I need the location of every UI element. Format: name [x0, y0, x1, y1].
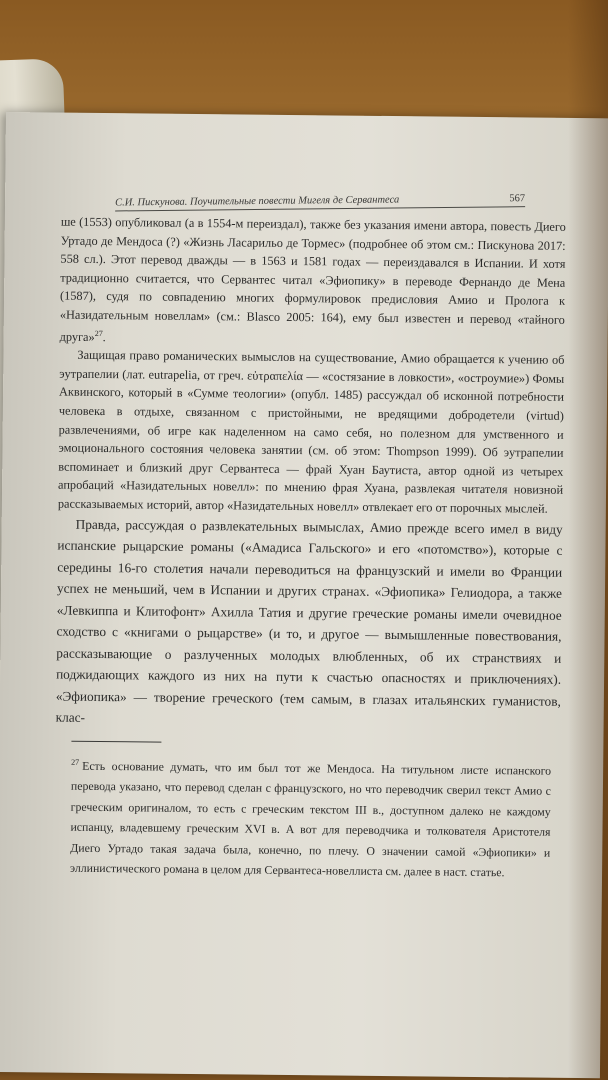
paragraph-1-text: ше (1553) опубликовал (а в 1554-м переиздал), также без указания имени автора, повесть Диего Уртадо де Мендоса (?) «Жизнь Ласарильо де Тормес» (подробнее об этом см.: Пискунова 2017: 558 сл.). Этот перевод дважды — в 1563 и 1581 годах — переиздавался в Испании. И хотя традиционно считается, что Сервантес читал «Эфиопику» в переводе Фернандо де Мена (1587), судя по совпадению многих формулировок предисловия Амио и Пролога к «Назидательным новеллам» (см.: Blasco 2005: 164), ему был известен и перевод «тайного друга»	[59, 214, 566, 344]
running-head-title: С.И. Пискунова. Поучительные повести Мигеля де Сервантеса	[115, 194, 400, 209]
paragraph-1	[60, 213, 566, 352]
footnote-ref: 27	[94, 328, 103, 338]
paragraph-3: Правда, рассуждая о развлекательных вымыслах, Амио прежде всего имел в виду испанские рыцарские романы («Амадиса Гальского» и его «потомство»), которые с середины 16-го столетия начали переводиться на французский и имели во Франции успех не меньший, чем в Испании и других странах. «Эфиопика» Гелиодора, а также «Левкиппа и Клитофонт» Ахилла Татия и другие греческие романы имели очевидное сходство с «книгами о рыцарстве» (и то, и другое — вымышленные повествования, рассказывающие о разлученных молодых влюбленных, об их странствиях и поджидающих каждого из них на пути к счастью опасностях и приключениях). «Эфиопика» — творение греческого (тем самым, в глазах итальянских гуманистов, клас-	[55, 516, 563, 725]
book-page	[0, 112, 608, 1078]
running-head	[115, 193, 525, 211]
page-number: 567	[509, 193, 526, 205]
main-text	[56, 213, 566, 734]
page-shadow	[568, 0, 608, 1080]
footnote-divider	[71, 741, 161, 743]
footnote	[70, 753, 551, 884]
paragraph-2: Защищая право романических вымыслов на существование, Амио обращается к учению об эутрапелии (лат. eutrapelia, от греч. εὐτραπελία — «состязание в ловкости», «остроумие») Фомы Аквинского, который в «Сумме теологии» (опубл. 1485) рассуждал об исконной потребности человека в отдыхе, связанном с пристойными, не вредящими добродетели (virtud) развлечениями, об игре как наделенном на само себя, но полезном для умственного и эмоционального состояния человека занятии (см. об этом: Thompson 1999). Об эутрапелии вспоминает и близкий друг Сервантеса — фрай Хуан Баутиста, автор одной из четырех апробаций «Назидательных новелл»: по мнению фрая Хуана, развлекая читателя новизной рассказываемых историй, автор «Назидательных новелл» отвлекает его от порочных мыслей.	[57, 348, 565, 516]
footnote-mark: 27	[71, 757, 80, 767]
footnote-text: Есть основание думать, что им был тот же Мендоса. На титульном листе испанского перевода указано, что перевод сделан с французского, но что переводчик сверил текст Амио с греческим оригиналом, то есть с греческим текстом III в., доступном далеко не каждому испанцу, владевшему греческим XVI в. А вот для переводчика и толкователя Аристотеля Диего Уртадо такая задача была, конечно, по плечу. О значении самой «Эфиопики» и эллинистического романа в целом для Сервантеса-новеллиста см. далее в наст. статье.	[70, 758, 552, 880]
paragraph-1-end: .	[102, 329, 106, 344]
